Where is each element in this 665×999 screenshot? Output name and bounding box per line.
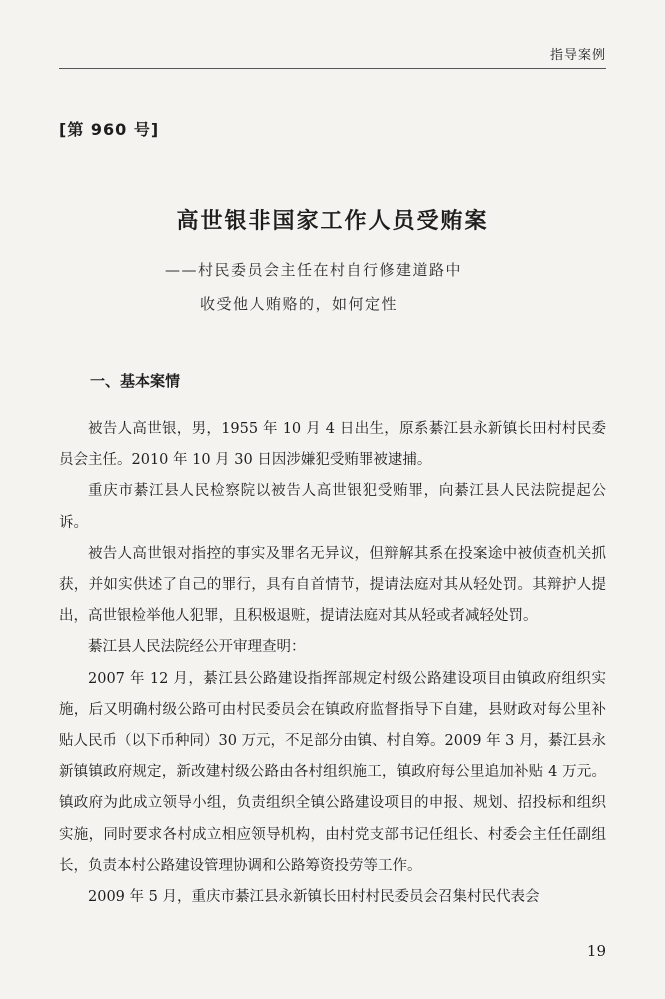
running-header: 指导案例 xyxy=(549,48,606,63)
body-text xyxy=(59,414,606,913)
paragraph: 2009 年 5 月，重庆市綦江县永新镇长田村村民委员会召集村民代表会 xyxy=(88,889,540,906)
page-number: 19 xyxy=(586,942,606,960)
case-subtitle-line-1: ——村民委员会主任在村自行修建道路中 xyxy=(165,261,463,279)
paragraph: 重庆市綦江县人民检察院以被告人高世银犯受贿罪，向綦江县人民法院提起公诉。 xyxy=(59,483,606,531)
case-number: [第 960 号] xyxy=(59,120,160,139)
case-subtitle-line-2: 收受他人贿赂的，如何定性 xyxy=(200,295,399,313)
section-heading: 一、基本案情 xyxy=(90,372,181,390)
paragraph: 綦江县人民法院经公开审理查明： xyxy=(88,639,306,656)
paragraph: 被告人高世银，男，1955 年 10 月 4 日出生，原系綦江县永新镇长田村村民委员会主任。2010 年 10 月 30 日因涉嫌犯受贿罪被逮捕。 xyxy=(59,421,606,469)
paragraph: 被告人高世银对指控的事实及罪名无异议，但辩解其系在投案途中被侦查机关抓获，并如实供述了自己的罪行，具有自首情节，提请法庭对其从轻处罚。其辩护人提出，高世银检举他人犯罪，且积极退赃，提请法庭对其从轻或者减轻处罚。 xyxy=(59,545,606,625)
header-rule xyxy=(59,68,606,69)
paragraph: 2007 年 12 月，綦江县公路建设指挥部规定村级公路建设项目由镇政府组织实施，后又明确村级公路可由村民委员会在镇政府监督指导下自建，县财政对每公里补贴人民币（以下币种同）30 万元，不足部分由镇、村自筹。2009 年 3 月，綦江县永新镇镇政府规定，新改建村级公路由各村组织施工，镇政府每公里追加补贴 4 万元。镇政府为此成立领导小组，负责组织全镇公路建设项目的申报、规划、招投标和组织实施，同时要求各村成立相应领导机构，由村党支部书记任组长、村委会主任任副组长，负责本村公路建设管理协调和公路筹资投劳等工作。 xyxy=(59,670,607,874)
case-title: 高世银非国家工作人员受贿案 xyxy=(176,208,489,234)
